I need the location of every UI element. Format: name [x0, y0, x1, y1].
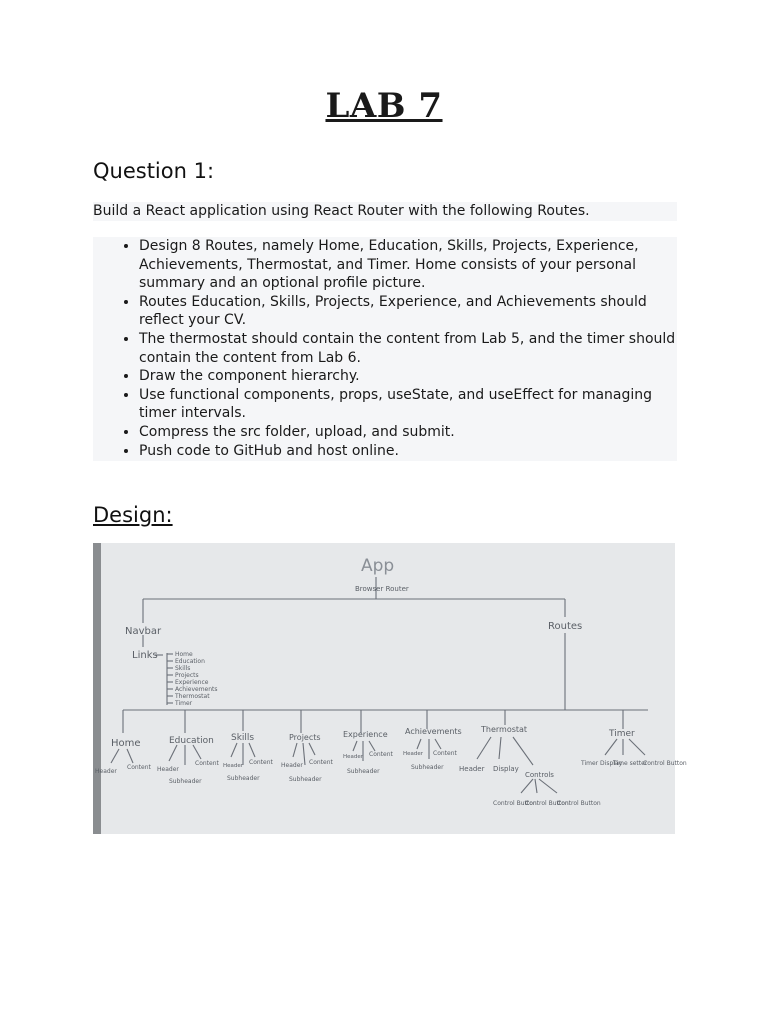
controls-label: Controls — [525, 771, 554, 779]
requirement-item: • Push code to GitHub and host online. — [139, 442, 677, 461]
link-item-label: Thermostat — [175, 693, 210, 700]
app-label: App — [361, 556, 395, 576]
content-label: Content — [249, 759, 273, 766]
content-label: Content — [369, 751, 393, 758]
link-item-label: Home — [175, 651, 193, 658]
subheader-label: Subheader — [411, 764, 444, 771]
header-label: Header — [403, 751, 424, 757]
links-label: Links — [132, 650, 158, 661]
route-node-label: Home — [111, 738, 141, 749]
document-title: LAB 7 — [325, 86, 443, 126]
subheader-label: Subheader — [347, 768, 380, 775]
route-node-label: Projects — [289, 733, 321, 742]
content-label: Content — [309, 759, 333, 766]
hierarchy-diagram — [93, 543, 687, 834]
header-label: Header — [157, 766, 179, 773]
control-button-label: Control Button — [525, 800, 569, 807]
content-label: Content — [195, 760, 219, 767]
route-node-label: Skills — [231, 733, 255, 743]
link-item-label: Skills — [175, 665, 191, 672]
content-label: Content — [433, 750, 457, 757]
requirement-item: • Design 8 Routes, namely Home, Education, Skills, Projects, Experience, Achievements, Thermostat, and Timer. Home consists of your personal summary and an optional profile picture. — [139, 237, 677, 293]
display-label: Display — [493, 765, 519, 773]
header-label: Header — [343, 754, 364, 760]
component-hierarchy-photo — [93, 543, 687, 834]
route-node-label: Thermostat — [481, 725, 528, 734]
header-label: Header — [281, 762, 303, 769]
requirement-item: • The thermostat should contain the content from Lab 5, and the timer should contain the content from Lab 6. — [139, 330, 677, 367]
route-node-label: Achievements — [405, 727, 462, 736]
routes-label: Routes — [548, 621, 583, 632]
design-heading: Design: — [93, 503, 173, 527]
router-label: Browser Router — [355, 585, 409, 593]
link-item-label: Timer — [175, 700, 193, 707]
content-label: Content — [127, 764, 151, 771]
header-label: Header — [95, 768, 117, 775]
requirement-item: • Use functional components, props, useState, and useEffect for managing timer intervals. — [139, 386, 677, 423]
route-node-label: Experience — [343, 730, 388, 739]
navbar-label: Navbar — [125, 626, 162, 637]
requirement-item: • Compress the src folder, upload, and submit. — [139, 423, 677, 442]
link-item-label: Achievements — [175, 686, 218, 693]
requirements-list — [93, 237, 677, 460]
link-item-label: Education — [175, 658, 205, 665]
intro-paragraph: Build a React application using React Router with the following Routes. — [93, 202, 677, 221]
route-node-label: Timer — [609, 729, 635, 739]
control-button-label: Control Button — [493, 800, 537, 807]
time-setter-label: Time setter — [613, 760, 648, 767]
requirement-item: • Draw the component hierarchy. — [139, 367, 677, 386]
control-button-label: Control Button — [557, 800, 601, 807]
header-label: Header — [223, 763, 244, 769]
control-button-label: Control Button — [643, 760, 687, 767]
subheader-label: Subheader — [169, 778, 202, 785]
requirements-box — [93, 237, 677, 461]
link-item-label: Experience — [175, 679, 209, 686]
header-label: Header — [459, 765, 485, 773]
subheader-label: Subheader — [289, 776, 322, 783]
link-item-label: Projects — [175, 672, 199, 679]
route-node-label: Education — [169, 736, 214, 746]
requirement-item: • Routes Education, Skills, Projects, Experience, and Achievements should reflect your CV. — [139, 293, 677, 330]
timer-display-label: Timer Display — [581, 760, 623, 767]
question-heading: Question 1: — [93, 159, 215, 183]
subheader-label: Subheader — [227, 775, 260, 782]
